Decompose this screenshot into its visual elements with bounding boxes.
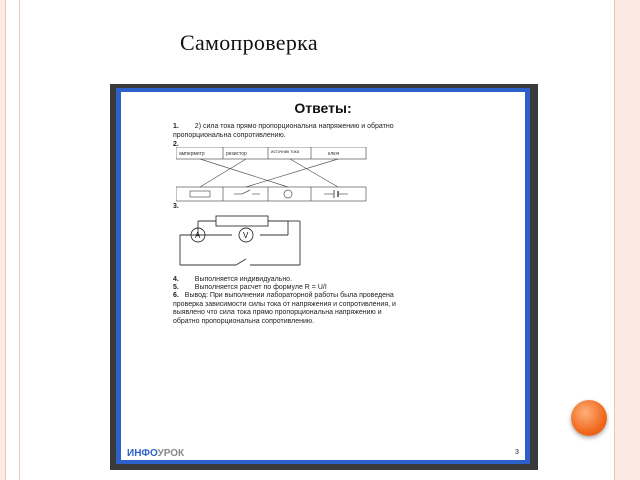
- page-number: 3: [515, 449, 519, 456]
- q5-number: 5.: [173, 284, 179, 291]
- q2-number: 2.: [173, 141, 179, 148]
- document-page: [121, 92, 525, 460]
- infourok-logo: [127, 448, 184, 459]
- q6-block: [173, 292, 503, 326]
- q1-text: 2) сила тока прямо пропорциональна напряжению и обратно: [194, 123, 394, 130]
- q1-number: 1.: [173, 123, 179, 130]
- q3-number: 3.: [173, 203, 179, 210]
- q6-line-2: проверка зависимости силы тока от напряжения и сопротивления, и: [173, 300, 396, 308]
- logo-part-b: УРОК: [157, 448, 185, 459]
- q6-line-4: обратно пропорциональна сопротивлению.: [173, 317, 315, 325]
- label-switch: ключ: [328, 151, 340, 157]
- orange-circle-decoration: [571, 400, 607, 436]
- q6-line-3: выявлено что сила тока прямо пропорциональна напряжению и: [173, 309, 382, 317]
- voltmeter-label: V: [243, 231, 249, 240]
- label-resistor: резистор: [226, 151, 247, 157]
- q1-line1: [173, 123, 394, 132]
- label-ammeter: амперметр: [179, 151, 205, 157]
- ammeter-label: A: [195, 231, 201, 240]
- right-frame-stripe: [614, 0, 629, 480]
- matching-diagram: [176, 147, 376, 207]
- q6-number: 6.: [173, 292, 179, 299]
- q1-line2: пропорциональна сопротивлению.: [173, 132, 286, 139]
- q4-text: Выполняется индивидуально.: [194, 276, 293, 283]
- logo-part-a: ИНФО: [127, 448, 158, 459]
- right-border: [628, 0, 640, 480]
- q6-line-1: Вывод: При выполнении лабораторной работы была проведена: [184, 292, 394, 299]
- resistor-symbol: [216, 216, 268, 226]
- label-source: источник тока: [271, 149, 300, 154]
- answers-heading: Ответы:: [294, 100, 352, 116]
- left-frame-stripe: [5, 0, 20, 480]
- q4-number: 4.: [173, 276, 179, 283]
- q5-text: Выполняется расчет по формуле R = U/I: [194, 284, 327, 291]
- circuit-diagram: [176, 210, 316, 272]
- slide-title: Самопроверка: [180, 30, 318, 55]
